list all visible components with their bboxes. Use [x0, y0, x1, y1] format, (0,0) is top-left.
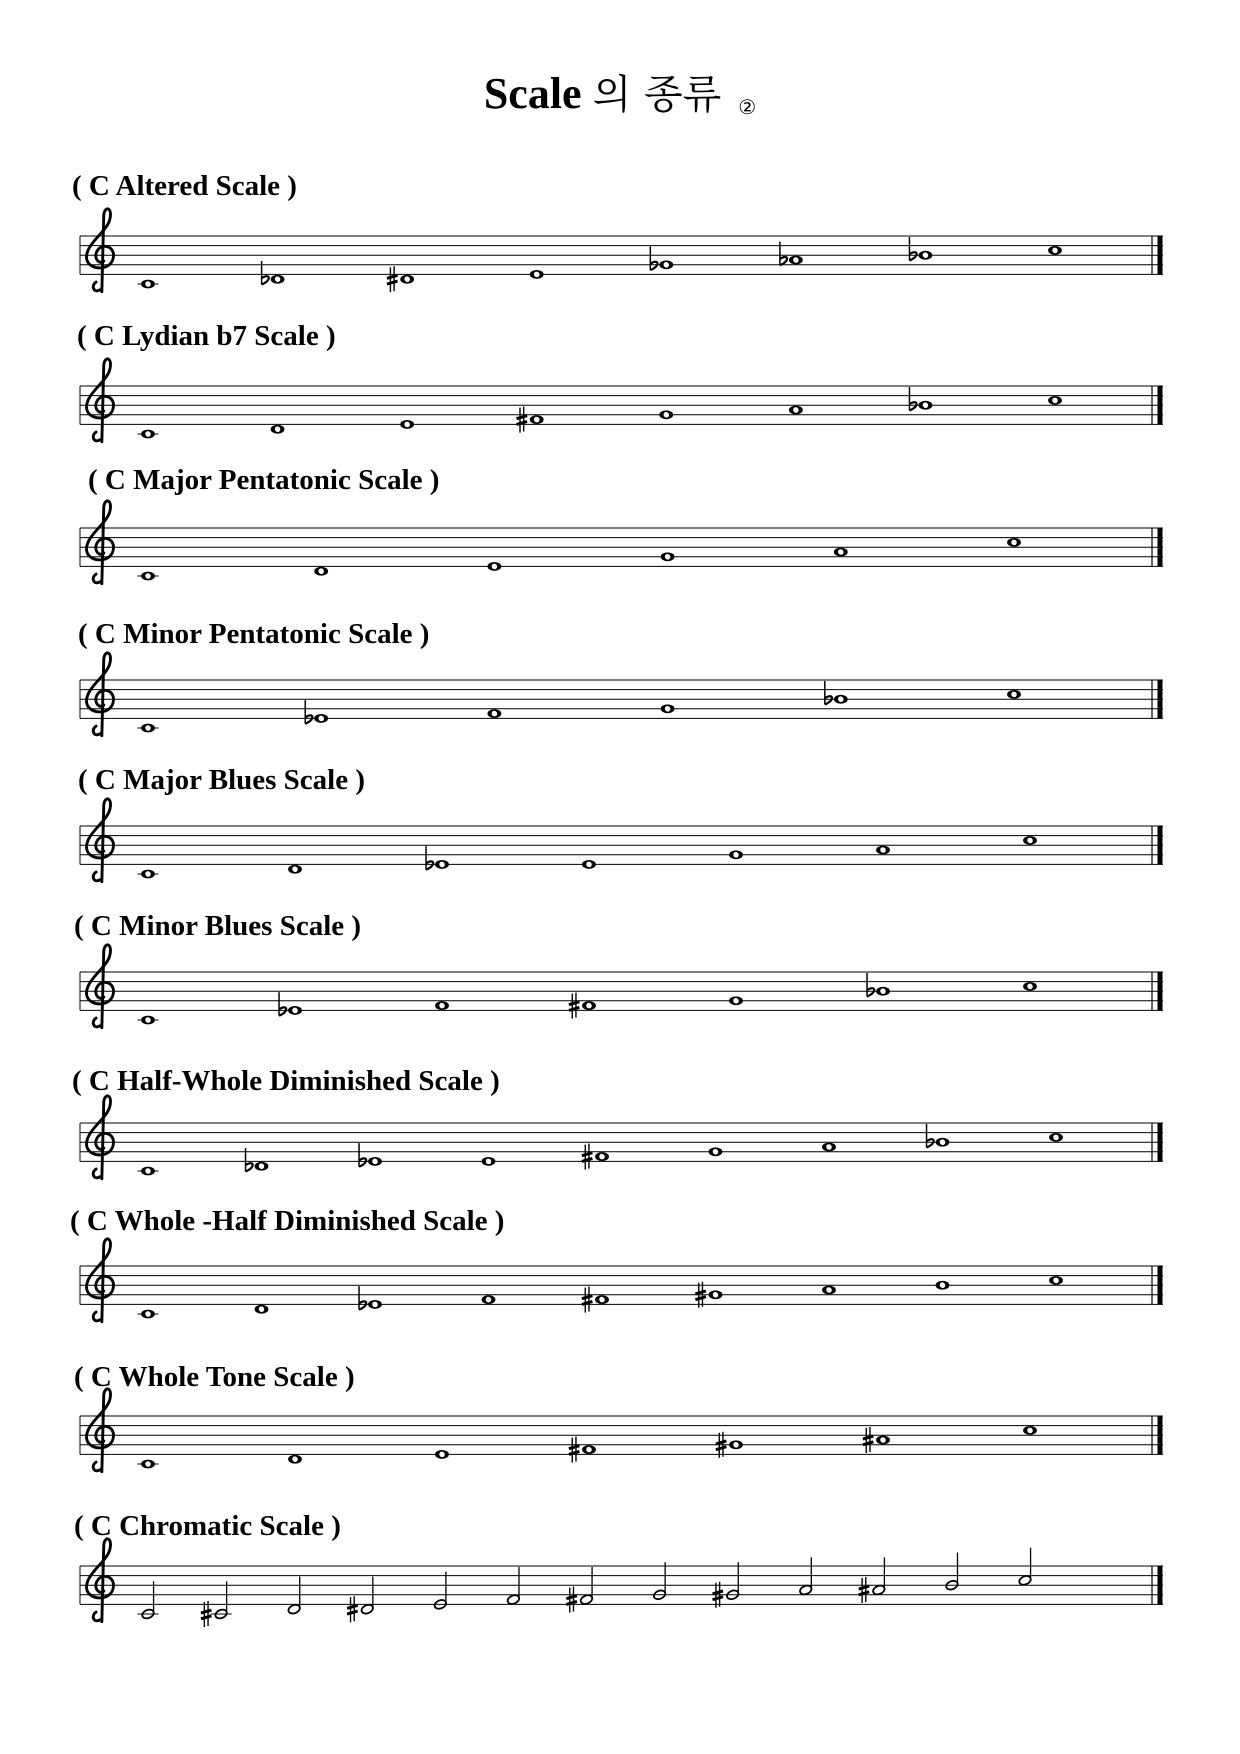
whole-note — [141, 1310, 155, 1319]
treble-clef-icon — [86, 653, 113, 736]
whole-note — [582, 860, 596, 869]
sharp-icon — [569, 993, 580, 1019]
treble-clef-icon — [86, 1239, 113, 1322]
title-page-number: ② — [738, 95, 757, 119]
half-note — [872, 1557, 886, 1596]
whole-note — [876, 846, 890, 855]
music-staff — [0, 1526, 1240, 1646]
whole-note — [141, 1016, 155, 1025]
whole-note — [876, 987, 890, 996]
whole-note — [400, 275, 414, 284]
title-korean: 의 종류 — [592, 72, 722, 118]
whole-note — [314, 567, 328, 576]
whole-note — [255, 1305, 269, 1314]
treble-clef-icon — [86, 501, 113, 584]
whole-note — [659, 410, 673, 419]
whole-note — [141, 430, 155, 439]
music-staff — [0, 786, 1240, 906]
whole-note — [582, 1445, 596, 1454]
whole-note — [822, 1286, 836, 1295]
flat-icon — [426, 846, 433, 870]
whole-note — [255, 1162, 269, 1171]
flat-icon — [909, 237, 916, 261]
flat-icon — [825, 681, 832, 705]
whole-note — [582, 1001, 596, 1010]
treble-clef-icon — [86, 209, 113, 292]
whole-note — [487, 562, 501, 571]
whole-note — [595, 1152, 609, 1161]
whole-note — [729, 996, 743, 1005]
flat-icon — [305, 700, 312, 724]
whole-note — [400, 420, 414, 429]
whole-note — [709, 1147, 723, 1156]
scale-title: ( C Whole -Half Diminished Scale ) — [70, 1205, 505, 1237]
whole-note — [1049, 1276, 1063, 1285]
flat-icon — [867, 973, 874, 997]
whole-note — [729, 850, 743, 859]
whole-note — [1048, 246, 1062, 255]
whole-note — [288, 1455, 302, 1464]
whole-note — [876, 1436, 890, 1445]
sharp-icon — [863, 1427, 874, 1453]
music-staff — [0, 1376, 1240, 1496]
whole-note — [435, 860, 449, 869]
half-note — [287, 1577, 301, 1616]
music-staff — [0, 640, 1240, 760]
treble-clef-icon — [86, 1389, 113, 1472]
scale-title: ( C Half-Whole Diminished Scale ) — [72, 1065, 500, 1097]
whole-note — [530, 415, 544, 424]
whole-note — [822, 1143, 836, 1152]
whole-note — [1007, 690, 1021, 699]
whole-note — [482, 1295, 496, 1304]
music-staff — [0, 346, 1240, 466]
flat-icon — [927, 1124, 934, 1148]
sharp-icon — [582, 1144, 593, 1170]
music-staff — [0, 1226, 1240, 1346]
flat-icon — [279, 992, 286, 1016]
whole-note — [368, 1300, 382, 1309]
whole-note — [435, 1001, 449, 1010]
whole-note — [435, 1450, 449, 1459]
whole-note — [1007, 538, 1021, 547]
title-main: Scale — [483, 69, 582, 118]
sharp-icon — [569, 1437, 580, 1463]
whole-note — [709, 1290, 723, 1299]
music-staff — [0, 932, 1240, 1052]
whole-note — [141, 280, 155, 289]
whole-note — [530, 270, 544, 279]
whole-note — [789, 406, 803, 415]
whole-note — [1049, 1133, 1063, 1142]
scale-title: ( C Chromatic Scale ) — [74, 1510, 341, 1542]
scale-title: ( C Altered Scale ) — [72, 170, 297, 202]
whole-note — [936, 1281, 950, 1290]
whole-note — [1023, 1426, 1037, 1435]
half-note — [506, 1567, 520, 1606]
flat-icon — [650, 247, 657, 271]
whole-note — [487, 709, 501, 718]
page-title — [0, 69, 1240, 119]
whole-note — [288, 1006, 302, 1015]
sharp-icon — [201, 1601, 212, 1627]
whole-note — [834, 548, 848, 557]
treble-clef-icon — [86, 799, 113, 882]
whole-note — [482, 1157, 496, 1166]
whole-note — [661, 552, 675, 561]
scale-title: ( C Minor Blues Scale ) — [74, 910, 362, 942]
scale-title: ( C Lydian b7 Scale ) — [77, 320, 336, 352]
whole-note — [141, 1167, 155, 1176]
treble-clef-icon — [86, 1539, 113, 1622]
whole-note — [936, 1138, 950, 1147]
whole-note — [661, 704, 675, 713]
flat-icon — [909, 387, 916, 411]
half-note — [799, 1557, 813, 1596]
half-note — [1018, 1548, 1032, 1587]
treble-clef-icon — [86, 359, 113, 442]
scale-title: ( C Whole Tone Scale ) — [74, 1361, 355, 1393]
music-staff — [0, 488, 1240, 608]
whole-note — [729, 1440, 743, 1449]
whole-note — [368, 1157, 382, 1166]
whole-note — [919, 401, 933, 410]
whole-note — [141, 870, 155, 879]
sharp-icon — [566, 1587, 577, 1613]
sharp-icon — [582, 1287, 593, 1313]
sharp-icon — [859, 1577, 870, 1603]
whole-note — [141, 572, 155, 581]
whole-note — [919, 251, 933, 260]
flat-icon — [359, 1286, 366, 1310]
treble-clef-icon — [86, 1096, 113, 1179]
scale-title: ( C Major Pentatonic Scale ) — [88, 464, 440, 496]
sharp-icon — [347, 1596, 358, 1622]
whole-note — [271, 425, 285, 434]
whole-note — [595, 1295, 609, 1304]
sharp-icon — [387, 266, 398, 292]
half-note — [579, 1567, 593, 1606]
whole-note — [1048, 396, 1062, 405]
whole-note — [789, 256, 803, 265]
whole-note — [659, 260, 673, 269]
sharp-icon — [517, 407, 528, 433]
whole-note — [314, 714, 328, 723]
whole-note — [271, 275, 285, 284]
treble-clef-icon — [86, 945, 113, 1028]
whole-note — [288, 865, 302, 874]
scale-title: ( C Major Blues Scale ) — [78, 764, 365, 796]
whole-note — [141, 724, 155, 733]
whole-note — [1023, 982, 1037, 991]
flat-icon — [359, 1143, 366, 1167]
music-staff — [0, 196, 1240, 316]
half-note — [360, 1577, 374, 1616]
music-staff — [0, 1083, 1240, 1203]
whole-note — [141, 1460, 155, 1469]
scale-title: ( C Minor Pentatonic Scale ) — [78, 618, 430, 650]
whole-note — [834, 695, 848, 704]
whole-note — [1023, 836, 1037, 845]
